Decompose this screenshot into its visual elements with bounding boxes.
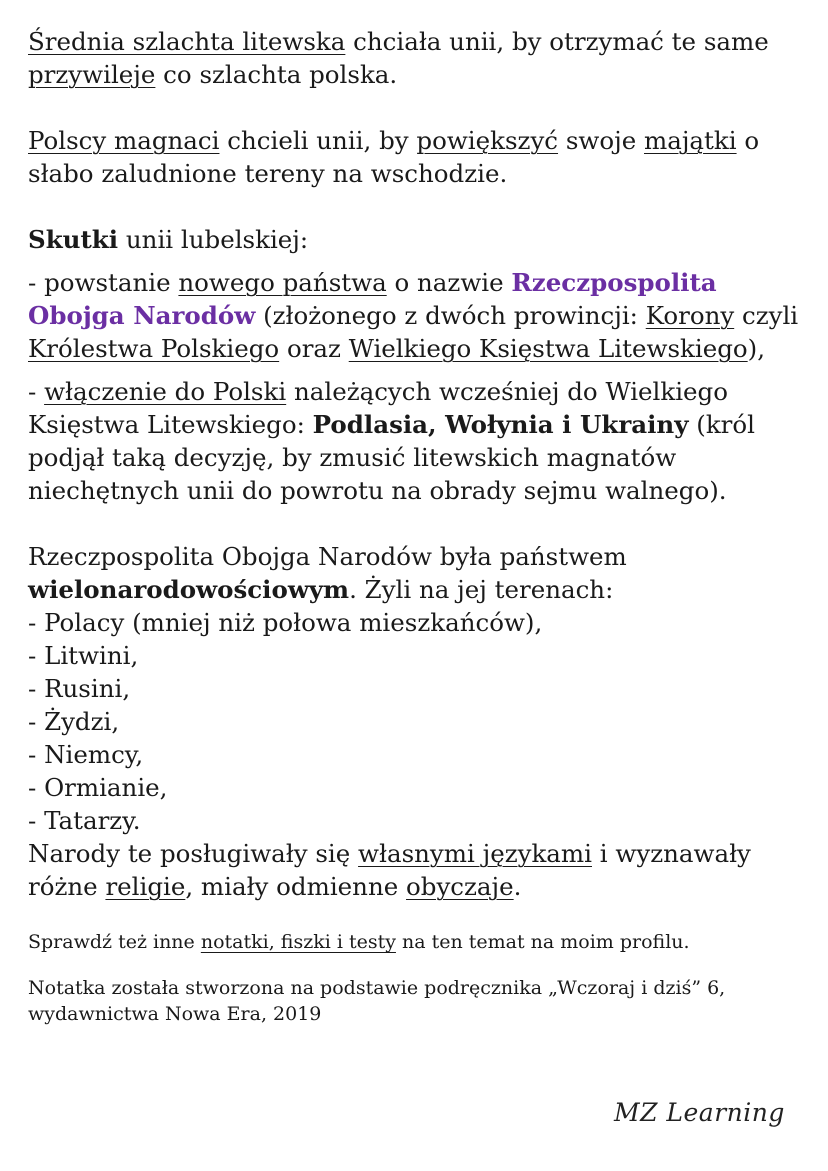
profile-link[interactable]: notatki, fiszki i testy (200, 931, 396, 953)
note-body (28, 25, 808, 903)
term-enlarge: powiększyć (416, 126, 559, 155)
list-item: - Rusini, (28, 674, 131, 703)
list-item: - Polacy (mniej niż połowa mieszkańców), (28, 608, 543, 637)
term-new-state: nowego państwa (178, 268, 387, 297)
text: i wyznawały różne (28, 839, 751, 901)
text: czyli (734, 301, 799, 330)
effect-item-incorporation (28, 375, 808, 507)
term-crown: Korony (645, 301, 735, 330)
text: co szlachta polska. (155, 60, 398, 89)
paragraph-polish-magnates (28, 124, 808, 190)
text: na ten temat na moim profilu. (395, 931, 690, 953)
text: (król podjął taką decyzję, by zmusić litewskich magnatów niechętnych unii do powrotu na obrady sejmu walnego). (28, 410, 755, 505)
text: chcieli unii, by (219, 126, 417, 155)
term-grand-duchy: Wielkiego Księstwa Litewskiego (348, 334, 748, 363)
effects-heading (28, 223, 808, 256)
text: . Żyli na jej terenach: (349, 575, 614, 604)
nations-intro (28, 540, 808, 606)
text: o nazwie (386, 268, 512, 297)
text: - powstanie (28, 268, 179, 297)
term-polish-magnates: Polscy magnaci (28, 126, 220, 155)
term-customs: obyczaje (406, 872, 514, 901)
paragraph-lithuanian-nobility (28, 25, 808, 91)
text: , miały odmienne (185, 872, 407, 901)
text: należących wcześniej do Wielkiego Księstwa Litewskiego: (28, 377, 728, 439)
see-also-note (28, 929, 808, 955)
effect-item-new-state (28, 266, 808, 365)
effects-heading-rest: unii lubelskiej: (118, 225, 309, 254)
text: Narody te posługiwały się (28, 839, 359, 868)
source-note: Notatka została stworzona na podstawie podręcznika „Wczoraj i dziś” 6, wydawnictwa Nowa Era, 2019 (28, 977, 726, 1025)
text: oraz (279, 334, 349, 363)
term-regions: Podlasia, Wołynia i Ukrainy (312, 410, 689, 439)
list-item: - Tatarzy. (28, 806, 141, 835)
term-lithuanian-nobility: Średnia szlachta litewska (28, 27, 346, 56)
term-kingdom-poland: Królestwa Polskiego (28, 334, 280, 363)
note-page (28, 25, 808, 1027)
signature-logo: MZ Learning (614, 1098, 785, 1127)
term-religions: religie (105, 872, 186, 901)
term-commonwealth: Rzeczpospolita Obojga Narodów (28, 268, 717, 330)
text: o słabo zaludnione tereny na wschodzie. (28, 126, 760, 188)
effects-heading-bold: Skutki (28, 225, 119, 254)
nations-list (28, 606, 808, 837)
nations-closing (28, 837, 808, 903)
term-own-languages: własnymi językami (358, 839, 592, 868)
text: . (513, 872, 522, 901)
term-incorporation: włączenie do Polski (44, 377, 287, 406)
term-privileges: przywileje (28, 60, 156, 89)
text: chciała unii, by otrzymać te same (345, 27, 769, 56)
text: Sprawdź też inne (28, 931, 201, 953)
text: - (28, 377, 45, 406)
list-item: - Niemcy, (28, 740, 144, 769)
term-estates: majątki (644, 126, 737, 155)
list-item: - Żydzi, (28, 707, 120, 736)
list-item: - Ormianie, (28, 773, 168, 802)
text: ), (747, 334, 766, 363)
term-multinational: wielonarodowościowym (28, 575, 350, 604)
list-item: - Litwini, (28, 641, 139, 670)
text: swoje (558, 126, 644, 155)
text: (złożonego z dwóch prowincji: (255, 301, 646, 330)
text: Rzeczpospolita Obojga Narodów była państwem (28, 542, 627, 571)
